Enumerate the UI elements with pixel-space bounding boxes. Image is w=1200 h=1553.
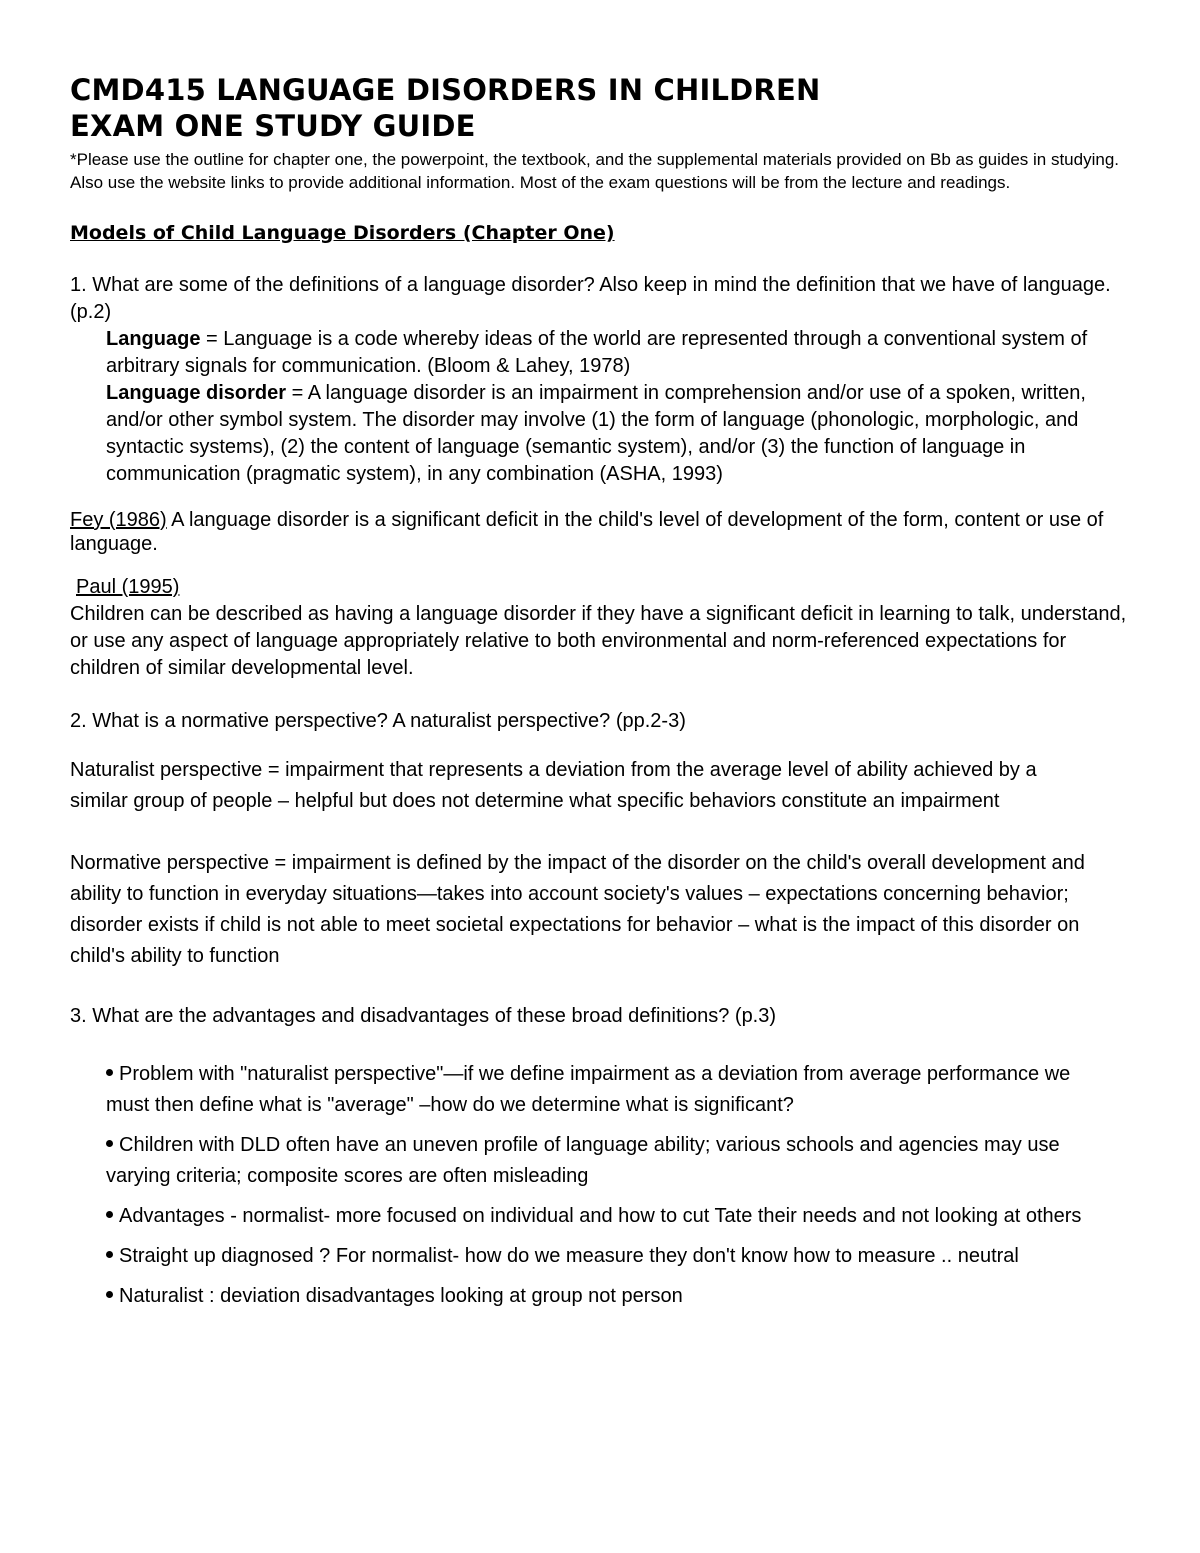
language-disorder-definition-text: = A language disorder is an impairment in comprehension and/or use of a spoken, written, and/or other symbol system. The disorder may involve (1) the form of language (phonologic, morphologic, and syntactic systems), (2) the content of language (semantic system), and/or (3) the function of language in communication (pragmatic system), in any combination (ASHA, 1993) xyxy=(106,382,1086,485)
question-2: 2. What is a normative perspective? A naturalist perspective? (pp.2-3) xyxy=(70,710,686,732)
normative-perspective: Normative perspective = impairment is defined by the impact of the disorder on the child's overall development and ability to function in everyday situations—takes into account society's values – expectations concerning behavior; disorder exists if child is not able to meet societal expectations for behavior – what is the impact of this disorder on child's ability to function xyxy=(70,852,1085,967)
list-item xyxy=(106,1201,1116,1232)
language-definition-text: = Language is a code whereby ideas of the world are represented through a conventional system of arbitrary signals for communication. (Bloom & Lahey, 1978) xyxy=(106,328,1088,377)
language-definition xyxy=(106,326,1136,380)
list-item xyxy=(106,1281,1116,1312)
q3-bullet-list xyxy=(70,1059,1116,1312)
bullet-text: Advantages - normalist- more focused on individual and how to cut Tate their needs and not looking at others xyxy=(119,1205,1082,1227)
question-3: 3. What are the advantages and disadvantages of these broad definitions? (p.3) xyxy=(70,1005,777,1027)
bullet-text: Problem with "naturalist perspective"—if we define impairment as a deviation from average performance we must then define what is "average" –how do we determine what is significant? xyxy=(106,1063,1071,1116)
bullet-icon xyxy=(106,1291,113,1298)
title-line-1: CMD415 LANGUAGE DISORDERS IN CHILDREN xyxy=(70,73,821,107)
bullet-icon xyxy=(106,1211,113,1218)
list-item xyxy=(106,1241,1116,1272)
language-term: Language xyxy=(106,328,201,350)
section-heading: Models of Child Language Disorders (Chapter One) xyxy=(70,222,615,244)
paul-source: Paul (1995) xyxy=(76,576,180,598)
study-note: *Please use the outline for chapter one, the powerpoint, the textbook, and the supplemental materials provided on Bb as guides in studying. Also use the website links to provide additional information. Most of the exam questions will be from the lecture and readings. xyxy=(70,150,1120,192)
title-line-2: EXAM ONE STUDY GUIDE xyxy=(70,109,476,143)
bullet-icon xyxy=(106,1140,113,1147)
list-item xyxy=(106,1130,1116,1192)
list-item xyxy=(106,1059,1116,1121)
paul-heading xyxy=(70,574,1130,601)
paul-definition-text: Children can be described as having a language disorder if they have a significant deficit in learning to talk, understand, or use any aspect of language appropriately relative to both environmental and norm-referenced expectations for children of similar developmental level. xyxy=(70,603,1127,679)
question-1: 1. What are some of the definitions of a language disorder? Also keep in mind the definition that we have of language. (p.2) xyxy=(70,274,1111,323)
bullet-icon xyxy=(106,1069,113,1076)
language-disorder-term: Language disorder xyxy=(106,382,287,404)
fey-source: Fey (1986) xyxy=(70,509,167,531)
bullet-text: Children with DLD often have an uneven profile of language ability; various schools and agencies may use varying criteria; composite scores are often misleading xyxy=(106,1134,1060,1187)
bullet-text: Naturalist : deviation disadvantages looking at group not person xyxy=(119,1285,683,1307)
q1-definitions xyxy=(106,326,1136,488)
fey-definition xyxy=(70,508,1130,556)
fey-definition-text: A language disorder is a significant deficit in the child's level of development of the form, content or use of language. xyxy=(70,509,1104,555)
naturalist-perspective: Naturalist perspective = impairment that represents a deviation from the average level of ability achieved by a similar group of people – helpful but does not determine what specific behaviors constitute an impairment xyxy=(70,759,1037,812)
document-title xyxy=(70,72,1130,144)
bullet-text: Straight up diagnosed ? For normalist- how do we measure they don't know how to measure .. neutral xyxy=(119,1245,1019,1267)
bullet-icon xyxy=(106,1251,113,1258)
language-disorder-definition xyxy=(106,380,1136,488)
